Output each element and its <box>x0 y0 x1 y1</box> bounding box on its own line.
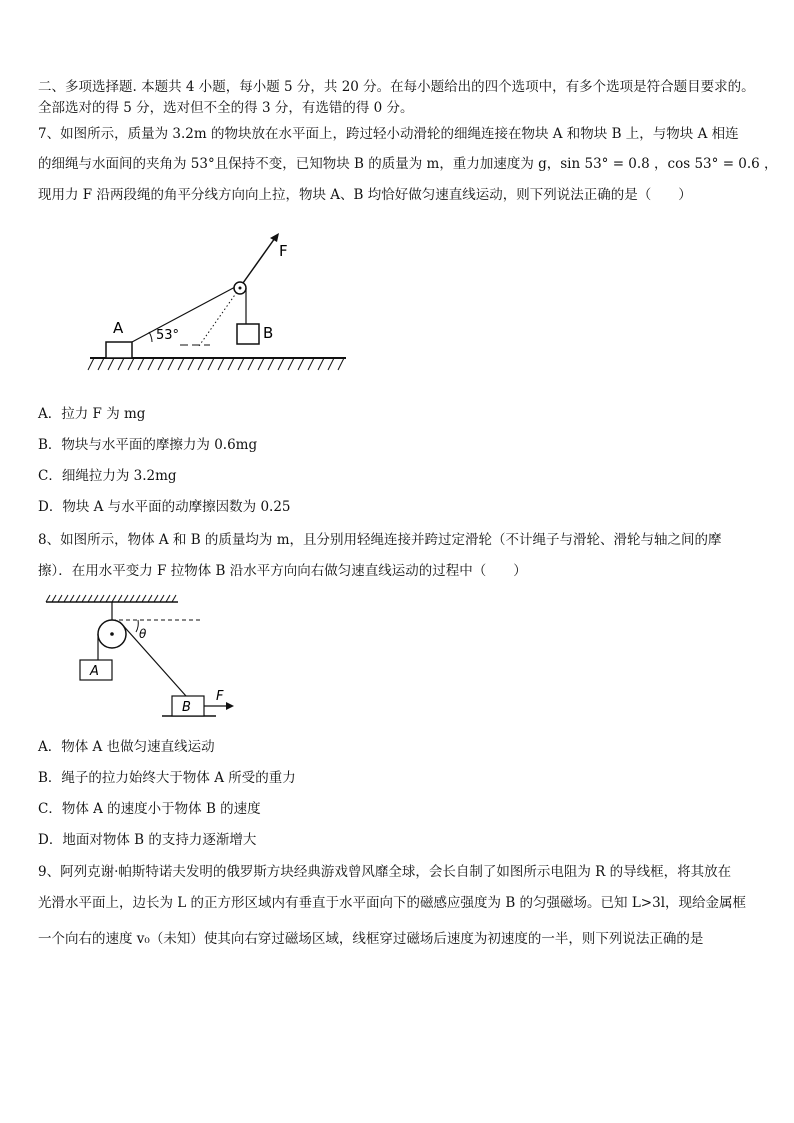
theta-arc <box>136 620 138 632</box>
pulley-axle <box>239 287 242 290</box>
q8-stem-line-1: 8、如图所示，物体 A 和 B 的质量均为 m，且分别用轻绳连接并跨过定滑轮（不计绳子与滑轮、滑轮与轴之间的摩 <box>38 532 722 548</box>
q9-stem-line-2: 光滑水平面上，边长为 L 的正方形区域内有垂直于水平面向下的磁感应强度为 B 的匀强磁场。已知 L>3l，现给金属框 <box>38 895 747 911</box>
angle-label: 53° <box>156 328 180 343</box>
q8-option-c: C．物体 A 的速度小于物体 B 的速度 <box>38 801 261 817</box>
force-f-label: F <box>216 689 224 704</box>
section-header-line-1: 二、多项选择题. 本题共 4 小题，每小题 5 分，共 20 分。在每小题给出的四个选项中，有多个选项是符合题目要求的。 <box>38 79 755 95</box>
q7-figure <box>86 226 356 376</box>
q7-option-c: C．细绳拉力为 3.2mg <box>38 468 177 484</box>
force-f-label: F <box>279 242 288 260</box>
dotted-bisector <box>199 289 239 346</box>
block-b-label: B <box>263 324 274 342</box>
q8-option-a: A．物体 A 也做匀速直线运动 <box>38 739 215 755</box>
block-b <box>237 324 259 344</box>
q8-option-b: B．绳子的拉力始终大于物体 A 所受的重力 <box>38 770 296 786</box>
force-f-arrow <box>243 238 275 283</box>
block-a <box>106 342 132 358</box>
block-a-label: A <box>113 319 124 337</box>
q7-stem-line-1: 7、如图所示，质量为 3.2m 的物块放在水平面上，跨过轻小动滑轮的细绳连接在物块 A 和物块 B 上，与物块 A 相连 <box>38 126 739 142</box>
q9-stem-line-1: 9、阿列克谢·帕斯特诺夫发明的俄罗斯方块经典游戏曾风靡全球，会长自制了如图所示电阻为 R 的导线框，将其放在 <box>38 864 732 880</box>
q7-option-a: A．拉力 F 为 mg <box>38 406 146 422</box>
q9-stem-line-3: 一个向右的速度 v₀（未知）使其向右穿过磁场区域，线框穿过磁场后速度为初速度的一半，则下列说法正确的是 <box>38 931 704 947</box>
ground-hatching <box>88 358 344 370</box>
q7-option-d: D．物块 A 与水平面的动摩擦因数为 0.25 <box>38 499 291 515</box>
ceiling-hatching <box>46 595 176 602</box>
fixed-pulley-axle <box>110 632 114 636</box>
block-b-label: B <box>182 700 191 715</box>
q8-option-d: D．地面对物体 B 的支持力逐渐增大 <box>38 832 257 848</box>
q8-figure <box>40 594 240 719</box>
q7-stem-line-3: 现用力 F 沿两段绳的角平分线方向向上拉，物块 A、B 均恰好做匀速直线运动，则下列说法正确的是（ ） <box>38 187 692 203</box>
rope-a <box>132 286 237 342</box>
rope-to-b <box>120 622 186 696</box>
force-f-arrowhead <box>226 702 234 710</box>
q7-stem-line-2: 的细绳与水面间的夹角为 53°且保持不变，已知物块 B 的质量为 m，重力加速度为 g，sin 53° = 0.8 ，cos 53° = 0.6 ， <box>38 156 778 172</box>
q8-stem-line-2: 擦）．在用水平变力 F 拉物体 B 沿水平方向向右做匀速直线运动的过程中（ ） <box>38 563 527 579</box>
theta-label: θ <box>139 627 147 641</box>
section-header-line-2: 全部选对的得 5 分，选对但不全的得 3 分，有选错的得 0 分。 <box>38 100 414 116</box>
force-f-arrowhead <box>270 233 279 242</box>
angle-arc <box>149 332 152 342</box>
block-a-label: A <box>90 664 99 679</box>
q7-option-b: B．物块与水平面的摩擦力为 0.6mg <box>38 437 258 453</box>
